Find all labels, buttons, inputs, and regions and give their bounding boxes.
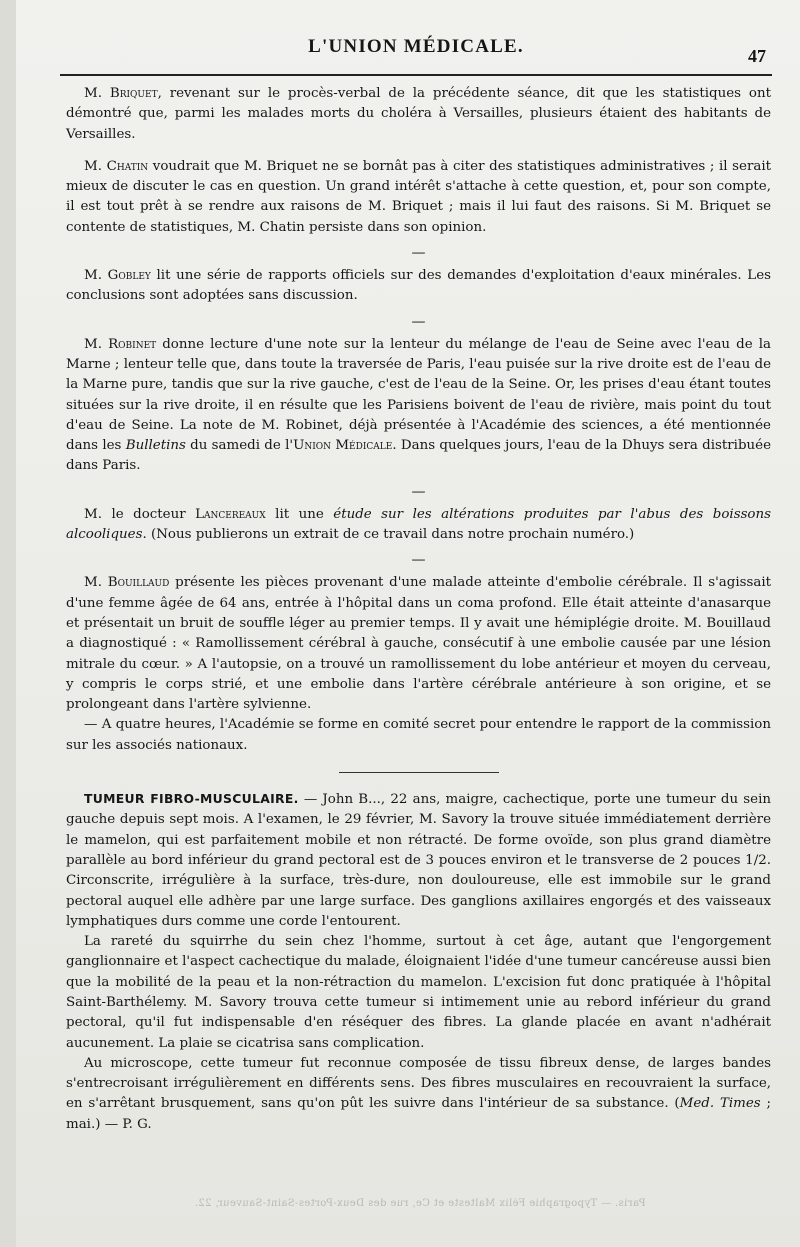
running-title: L'UNION MÉDICALE. bbox=[308, 36, 524, 57]
speaker-name: Robinet bbox=[108, 336, 157, 352]
speaker-name: Gobley bbox=[107, 268, 151, 284]
paragraph-tumeur-2: La rareté du squirrhe du sein chez l'homme, surtout à cet âge, autant que l'engorgement ganglionnaire et l'aspect cachectique du malade, éloignaient l'idée d'une tumeur cancéreuse aussi bien que la mobilité de la peau et la non-rétraction du mamelon. L'excision fut donc pratiquée à l'hôpital Saint-Barthélemy. M. Savory trouva cette tumeur si intimement unie au rebord inférieur du grand pectoral, qu'il fut indispensable d'en réséquer des fibres. La glande placée en avant n'adhérait aucunement. La plaie se cicatrisa sans complication. bbox=[66, 934, 771, 1051]
printer-footer: Paris. — Typographie Félix Malteste et Ce, rue des Deux-Portes-Saint-Sauveur, 22. bbox=[194, 1198, 646, 1209]
separator-dash: — bbox=[411, 483, 426, 500]
paragraph-text: lit une série de rapports officiels sur des demandes d'exploitation d'eaux minérales. Les conclusions sont adoptées sans discussion. bbox=[66, 268, 771, 304]
header-rule bbox=[60, 74, 772, 76]
scan-edge bbox=[0, 0, 16, 1247]
page-header bbox=[60, 36, 772, 72]
paragraph-chatin: M. Chatin voudrait que M. Briquet ne se bornât pas à citer des statistiques administratives ; il serait mieux de discuter le cas en question. Un grand intérêt s'attache à cette question, et, pour son compte, il est tout prêt à se rendre aux raisons de M. Briquet ; mais il lui faut des raisons. Si M. Briquet se contente de statistiques, M. Chatin persiste dans son opinion. bbox=[66, 158, 771, 235]
speaker-name: Lancereaux bbox=[195, 506, 266, 522]
paragraph-text: donne lecture d'une note sur la lenteur du mélange de l'eau de Seine avec l'eau de la Marne ; lenteur telle que, dans toute la traversée de Paris, l'eau puisée sur la rive droite est de l'eau de la Marne pure, tandis que sur la rive gauche, c'est de l'eau de la Seine. Or, les prises d'eau étant toutes situées sur la rive droite, il en résulte que les Parisiens boivent de l'eau de rivière, mais point du tout d'eau de Seine. La note de M. Robinet, déjà présentée à l'Académie des sciences, a été mentionnée dans les bbox=[66, 336, 771, 454]
paragraph-text: — John B..., 22 ans, maigre, cachectique, porte une tumeur du sein gauche depuis sept mois. A l'examen, le 29 février, M. Savory la trouve située immédiatement derrière le mamelon, qui est parfaitement mobile et non rétracté. De forme ovoïde, son plus grand diamètre parallèle au bord inférieur du grand pectoral est de 3 pouces environ et le transverse de 2 pouces 1/2. Circonscrite, irrégulière à la surface, très-dure, non douloureuse, elle est immobile sur le grand pectoral auquel elle adhère par une large surface. Des ganglions axillaires engorgés et des vaisseaux lymphatiques durs comme une corde l'entourent. bbox=[66, 792, 772, 929]
separator-dash: — bbox=[411, 245, 426, 262]
speaker-name: Bouillaud bbox=[107, 575, 170, 591]
paragraph-text: . Dans quelques jours, l'eau de la Dhuys sera distribuée dans Paris. bbox=[66, 438, 771, 474]
article-body bbox=[66, 84, 771, 1135]
study-title: étude sur les altérations produites par l'abus des boissons alcooliques bbox=[66, 506, 771, 543]
paragraph-tumeur-3 bbox=[66, 1054, 771, 1135]
section-heading: TUMEUR FIBRO-MUSCULAIRE. bbox=[84, 791, 299, 807]
paragraph-lancereaux bbox=[66, 505, 771, 546]
paragraph-robinet: M. Robinet donne lecture d'une note sur la lenteur du mélange de l'eau de Seine avec l'eau de la Marne ; lenteur telle que, dans toute la traversée de Paris, l'eau puisée sur la rive droite est de l'eau de la Marne pure, tandis que sur la rive gauche, c'est de l'eau de la Seine. Or, les prises d'eau étant toutes situées sur la rive droite, il en résulte que les Parisiens boivent de l'eau de rivière, mais point du tout d'eau de Seine. La note de M. Robinet, déjà présentée à l'Académie des sciences, a été mentionnée dans les Bulletins du samedi de l'Union Médicale. Dans quelques jours, l'eau de la Dhuys sera distribuée dans Paris. bbox=[66, 336, 771, 474]
journal-name: Union Médicale bbox=[293, 438, 393, 454]
paragraph-tumeur-1 bbox=[66, 789, 771, 932]
source-title: Med. Times bbox=[679, 1096, 761, 1112]
paragraph-text: lit une bbox=[265, 506, 334, 522]
separator-dash: — bbox=[411, 552, 426, 569]
paragraph-text: du samedi de l' bbox=[185, 438, 294, 454]
paragraph-text: M. le docteur bbox=[84, 506, 196, 522]
page-number: 47 bbox=[748, 46, 766, 66]
speaker-name: Chatin bbox=[106, 158, 149, 174]
paragraph-briquet: M. Briquet, revenant sur le procès-verbal de la précédente séance, dit que les statistiques ont démontré que, parmi les malades morts du choléra à Versailles, plusieurs étaient des habitants de Versailles. bbox=[66, 86, 771, 142]
paragraph-secret-committee: — A quatre heures, l'Académie se forme en comité secret pour entendre le rapport de la commission sur les associés nationaux. bbox=[66, 717, 771, 753]
section-separator bbox=[339, 772, 499, 773]
speaker-name: Briquet bbox=[109, 86, 158, 101]
bulletins-title: Bulletins bbox=[125, 438, 186, 454]
paragraph-text: voudrait que M. Briquet ne se bornât pas à citer des statistiques administratives ; il serait mieux de discuter le cas en question. Un grand intérêt s'attache à cette question, et, pour son compte, il est tout prêt à se rendre aux raisons de M. Briquet ; mais il lui faut des raisons. Si M. Briquet se contente de statistiques, M. Chatin persiste dans son opinion. bbox=[66, 158, 771, 235]
paragraph-bouillaud: M. Bouillaud présente les pièces provenant d'une malade atteinte d'embolie cérébrale. Il s'agissait d'une femme âgée de 64 ans, entrée à l'hôpital dans un coma profond. Elle était atteinte d'anasarque et présentait un bruit de souffle léger au premier temps. Il y avait une hémiplégie droite. M. Bouillaud a diagnostiqué : « Ramollissement cérébral à gauche, consécutif à une embolie causée par une lésion mitrale du cœur. » A l'autopsie, on a trouvé un ramollissement du lobe antérieur et moyen du cerveau, y compris le corps strié, et une embolie dans l'artère cérébrale antérieure à son origine, et se prolongeant dans l'artère sylvienne. bbox=[66, 575, 771, 713]
separator-dash: — bbox=[411, 313, 426, 330]
paragraph-text: présente les pièces provenant d'une malade atteinte d'embolie cérébrale. Il s'agissait d'une femme âgée de 64 ans, entrée à l'hôpital dans un coma profond. Elle était atteinte d'anasarque et présentait un bruit de souffle léger au premier temps. Il y avait une hémiplégie droite. M. Bouillaud a diagnostiqué : « Ramollissement cérébral à gauche, consécutif à une embolie causée par une lésion mitrale du cœur. » A l'autopsie, on a trouvé un ramollissement du lobe antérieur et moyen du cerveau, y compris le corps strié, et une embolie dans l'artère cérébrale antérieure à son origine, et se prolongeant dans l'artère sylvienne. bbox=[66, 575, 771, 713]
paragraph-text: ; mai.) — P. G. bbox=[66, 1096, 771, 1132]
paragraph-text: . (Nous publierons un extrait de ce travail dans notre prochain numéro.) bbox=[142, 527, 635, 543]
paragraph-text: , revenant sur le procès-verbal de la précédente séance, dit que les statistiques ont démontré que, parmi les malades morts du choléra à Versailles, plusieurs étaient des habitants de Versailles. bbox=[66, 86, 771, 142]
paragraph-gobley: M. Gobley lit une série de rapports officiels sur des demandes d'exploitation d'eaux minérales. Les conclusions sont adoptées sans discussion. bbox=[66, 268, 771, 304]
paragraph-text: Au microscope, cette tumeur fut reconnue composée de tissu fibreux dense, de larges bandes s'entrecroisant irrégulièrement en différents sens. Des fibres musculaires en recouvraient la surface, en s'arrêtant brusquement, sans qu'on pût les suivre dans l'intérieur de sa substance. ( bbox=[66, 1055, 771, 1112]
